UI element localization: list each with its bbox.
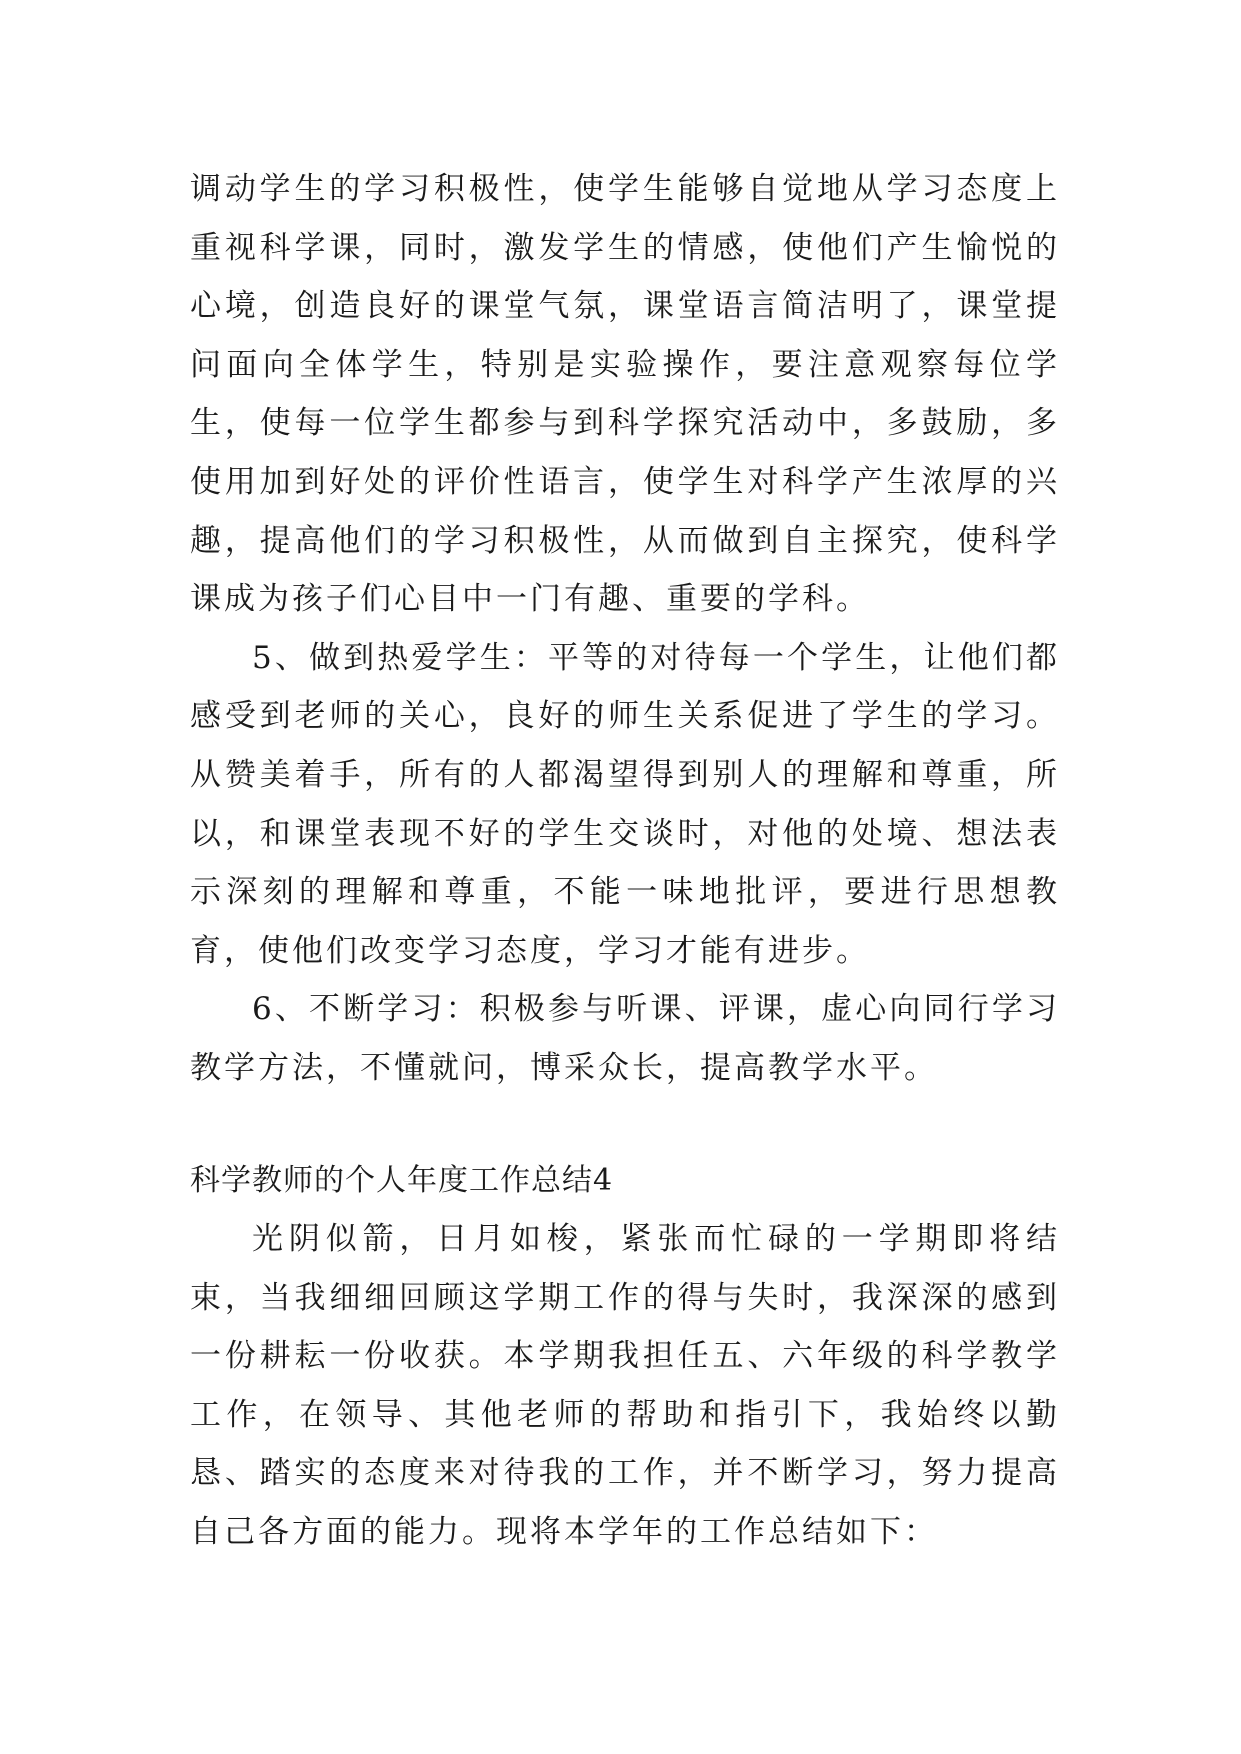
paragraph-intro: 光阴似箭，日月如梭，紧张而忙碌的一学期即将结束，当我细细回顾这学期工作的得与失时，我深深的感到一份耕耘一份收获。本学期我担任五、六年级的科学教学工作，在领导、其他老师的帮助和指引下，我始终以勤恳、踏实的态度来对待我的工作，并不断学习，努力提高自己各方面的能力。现将本学年的工作总结如下：: [190, 1221, 1060, 1551]
paragraph-item-5: 5、做到热爱学生：平等的对待每一个学生，让他们都感受到老师的关心，良好的师生关系促进了学生的学习。从赞美着手，所有的人都渴望得到别人的理解和尊重，所以，和课堂表现不好的学生交谈时，对他的处境、想法表示深刻的理解和尊重，不能一味地批评，要进行思想教育，使他们改变学习态度，学习才能有进步。: [190, 639, 1060, 969]
paragraph-continuation: 调动学生的学习积极性，使学生能够自觉地从学习态度上重视科学课，同时，激发学生的情感，使他们产生愉悦的心境，创造良好的课堂气氛，课堂语言简洁明了，课堂提问面向全体学生，特别是实验操作，要注意观察每位学生，使每一位学生都参与到科学探究活动中，多鼓励，多使用加到好处的评价性语言，使学生对科学产生浓厚的兴趣，提高他们的学习积极性，从而做到自主探究，使科学课成为孩子们心目中一门有趣、重要的学科。: [190, 171, 1060, 618]
section-heading: 科学教师的个人年度工作总结4: [190, 1162, 614, 1198]
document-body: [190, 160, 1060, 1562]
paragraph-item-6: 6、不断学习：积极参与听课、评课，虚心向同行学习教学方法，不懂就问，博采众长，提高教学水平。: [190, 991, 1060, 1086]
